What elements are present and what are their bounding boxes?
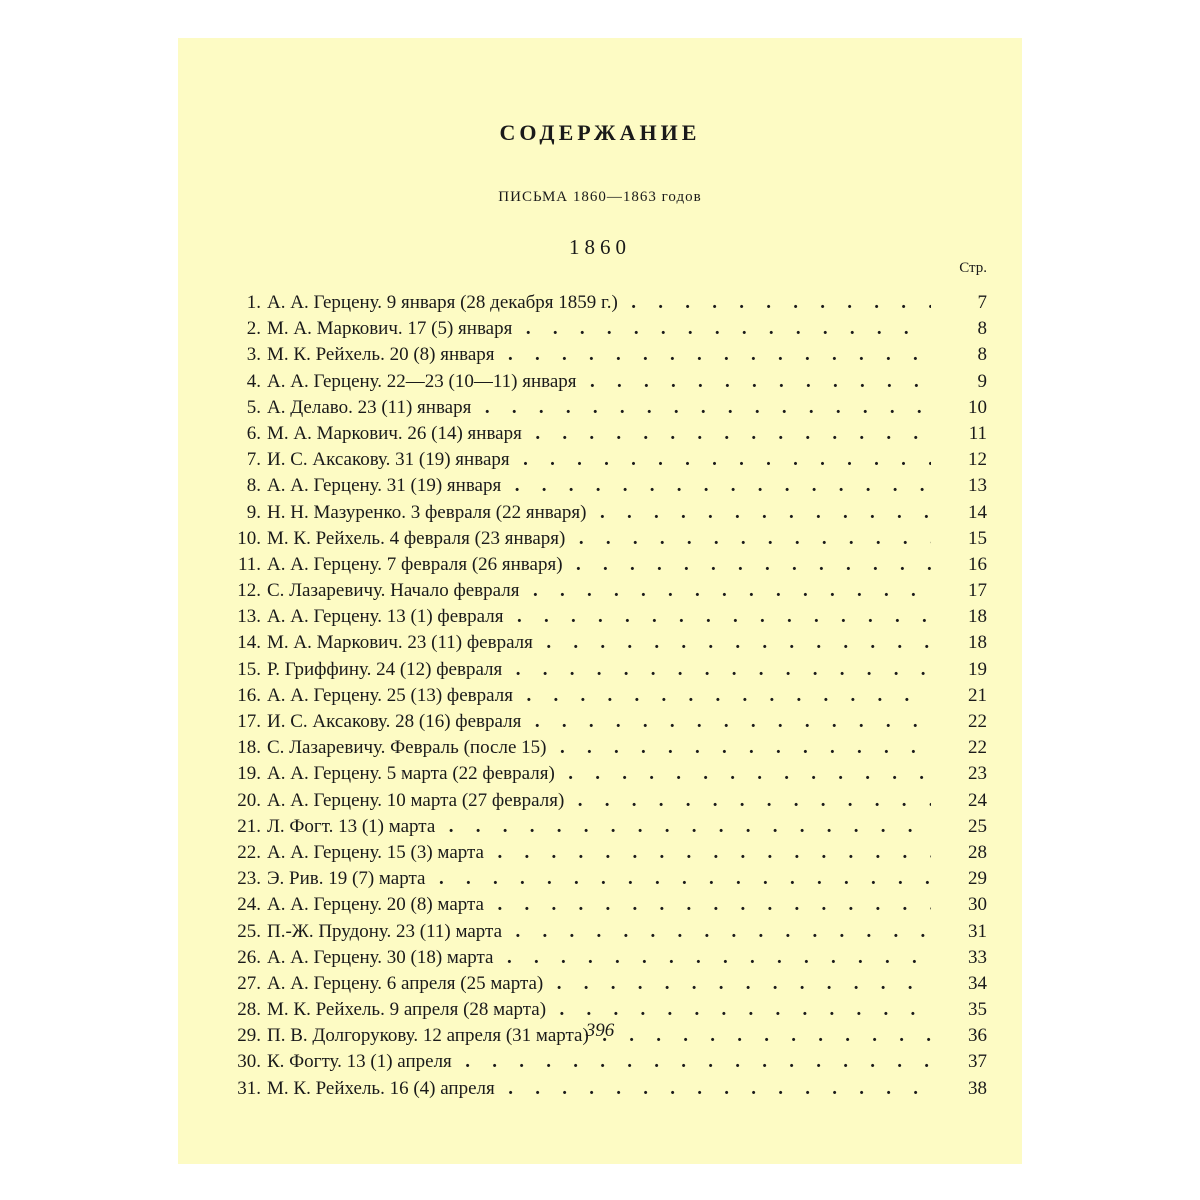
toc-entry (178, 735, 1022, 761)
entry-title: А. А. Герцену. 22—23 (10—11) января . . (267, 369, 931, 395)
entry-page-number: 13 (968, 475, 987, 497)
entry-number: 31. (237, 1077, 261, 1099)
toc-entry (178, 473, 1022, 499)
table-of-contents (178, 290, 1022, 1102)
entry-page-number: 22 (968, 711, 987, 732)
entry-title: А. А. Герцену. 15 (3) марта . . (267, 840, 931, 866)
entry-page-number: 19 (968, 658, 987, 680)
entry-number: 8. (246, 475, 261, 497)
entry-number: 22. (237, 841, 261, 863)
entry-title: М. А. Маркович. 26 (14) января . . (267, 421, 931, 447)
entry-title: П.-Ж. Прудону. 23 (11) марта . . (267, 919, 931, 945)
entry-page-number: 34 (968, 972, 987, 994)
entry-page-number: 11 (968, 422, 987, 444)
entry-leader (267, 578, 931, 604)
entry-leader (267, 316, 931, 342)
toc-entry (178, 657, 1022, 683)
entry-number: 18. (237, 737, 261, 759)
entry-number: 30. (237, 1051, 261, 1073)
entry-page-number: 38 (968, 1077, 987, 1099)
entry-number: 1. (246, 292, 261, 313)
toc-entry (178, 1076, 1022, 1102)
entry-page-number: 29 (968, 868, 987, 890)
entry-page-number: 37 (968, 1051, 987, 1073)
page-title: СОДЕРЖАНИЕ (499, 120, 701, 145)
entry-title: М. А. Маркович. 23 (11) февраля . . (267, 630, 931, 656)
entry-title: А. А. Герцену. 9 января (28 декабря 1859 г.) . . (267, 290, 931, 316)
entry-number: 17. (237, 711, 261, 732)
entry-title: А. Делаво. 23 (11) января . . (267, 395, 931, 421)
entry-page-number: 23 (968, 763, 987, 785)
entry-title: А. А. Герцену. 5 марта (22 февраля) . . (267, 761, 931, 787)
entry-page-number: 25 (968, 815, 987, 837)
entry-number: 14. (237, 632, 261, 654)
year-heading: 1860 (569, 235, 631, 259)
entry-page-number: 18 (968, 606, 987, 628)
entry-number: 2. (246, 318, 261, 340)
toc-entry (178, 604, 1022, 630)
entry-title: А. А. Герцену. 30 (18) марта . . (267, 945, 931, 971)
section-subtitle: ПИСЬМА 1860—1863 годов (498, 189, 702, 205)
entry-leader (267, 1076, 931, 1102)
entry-number: 5. (246, 396, 261, 418)
toc-entry (178, 421, 1022, 447)
entry-title: Р. Гриффину. 24 (12) февраля . . (267, 657, 931, 683)
toc-entry (178, 500, 1022, 526)
toc-entry (178, 971, 1022, 997)
entry-leader (267, 552, 931, 578)
toc-entry (178, 814, 1022, 840)
toc-entry (178, 840, 1022, 866)
toc-entry (178, 788, 1022, 814)
toc-entry (178, 709, 1022, 735)
toc-entry (178, 578, 1022, 604)
entry-page-number: 28 (968, 841, 987, 863)
entry-leader (267, 526, 931, 552)
entry-leader (267, 290, 931, 316)
entry-number: 27. (237, 972, 261, 994)
entry-number: 3. (246, 344, 261, 366)
entry-leader (267, 945, 931, 971)
entry-title: А. А. Герцену. 13 (1) февраля . . (267, 604, 931, 630)
entry-leader (267, 709, 931, 735)
entry-leader (267, 840, 931, 866)
page-column-label: Стр. (959, 260, 987, 276)
entry-title: С. Лазаревичу. Февраль (после 15) . . (267, 735, 931, 761)
entry-number: 7. (246, 449, 261, 471)
entry-page-number: 33 (968, 946, 987, 968)
book-page (178, 38, 1022, 1164)
entry-page-number: 24 (968, 789, 987, 811)
folio-page-number: 396 (585, 1020, 615, 1041)
entry-title: И. С. Аксакову. 28 (16) февраля . . (267, 709, 931, 735)
entry-number: 29. (237, 1025, 261, 1047)
entry-title: Л. Фогт. 13 (1) марта . . (267, 814, 931, 840)
entry-title: М. А. Маркович. 17 (5) января . . (267, 316, 931, 342)
entry-number: 6. (246, 422, 261, 444)
entry-page-number: 35 (968, 999, 987, 1021)
entry-leader (267, 814, 931, 840)
entry-number: 10. (237, 527, 261, 549)
entry-leader (267, 892, 931, 918)
toc-entry (178, 1049, 1022, 1075)
entry-title: С. Лазаревичу. Начало февраля . . (267, 578, 931, 604)
toc-entry (178, 526, 1022, 552)
entry-title: А. А. Герцену. 20 (8) марта . . (267, 892, 931, 918)
entry-number: 21. (237, 815, 261, 837)
entry-page-number: 22 (968, 737, 987, 759)
toc-entry (178, 866, 1022, 892)
toc-entry (178, 369, 1022, 395)
entry-leader (267, 447, 931, 473)
entry-title: К. Фогту. 13 (1) апреля . . (267, 1049, 931, 1075)
entry-leader (267, 500, 931, 526)
entry-title: П. В. Долгорукову. 12 апреля (31 марта) . . (267, 1023, 931, 1049)
entry-number: 20. (237, 789, 261, 811)
toc-entry (178, 919, 1022, 945)
entry-title: Н. Н. Мазуренко. 3 февраля (22 января) . . (267, 500, 931, 526)
entry-page-number: 7 (977, 292, 987, 313)
entry-page-number: 14 (968, 501, 987, 523)
entry-title: А. А. Герцену. 10 марта (27 февраля) . . (267, 788, 931, 814)
entry-page-number: 8 (977, 344, 987, 366)
entry-title: А. А. Герцену. 31 (19) января . . (267, 473, 931, 499)
entry-leader (267, 342, 931, 368)
entry-title: Э. Рив. 19 (7) марта . . (267, 866, 931, 892)
entry-leader (267, 657, 931, 683)
entry-number: 25. (237, 920, 261, 942)
entry-title: И. С. Аксакову. 31 (19) января . . (267, 447, 931, 473)
entry-leader (267, 683, 931, 709)
entry-page-number: 18 (968, 632, 987, 654)
toc-entry (178, 447, 1022, 473)
entry-number: 15. (237, 658, 261, 680)
entry-page-number: 12 (968, 449, 987, 471)
entry-leader (267, 971, 931, 997)
toc-entry (178, 290, 1022, 316)
entry-title: А. А. Герцену. 25 (13) февраля . . (267, 683, 931, 709)
entry-title: М. К. Рейхель. 16 (4) апреля . . (267, 1076, 931, 1102)
entry-number: 12. (237, 580, 261, 602)
entry-title: М. К. Рейхель. 4 февраля (23 января) . . (267, 526, 931, 552)
entry-leader (267, 604, 931, 630)
entry-page-number: 30 (968, 894, 987, 916)
entry-title: М. К. Рейхель. 9 апреля (28 марта) . . (267, 997, 931, 1023)
toc-entry (178, 892, 1022, 918)
entry-number: 13. (237, 606, 261, 628)
toc-entry (178, 552, 1022, 578)
entry-title: М. К. Рейхель. 20 (8) января . . (267, 342, 931, 368)
entry-page-number: 36 (968, 1025, 987, 1047)
entry-leader (267, 735, 931, 761)
entry-number: 9. (246, 501, 261, 523)
entry-leader (267, 395, 931, 421)
entry-leader (267, 421, 931, 447)
entry-number: 19. (237, 763, 261, 785)
entry-leader (267, 473, 931, 499)
toc-entry (178, 342, 1022, 368)
entry-leader (267, 788, 931, 814)
toc-entry (178, 395, 1022, 421)
entry-title: А. А. Герцену. 7 февраля (26 января) . . (267, 552, 931, 578)
entry-page-number: 15 (968, 527, 987, 549)
toc-entry (178, 630, 1022, 656)
entry-page-number: 17 (968, 580, 987, 602)
entry-leader (267, 919, 931, 945)
entry-number: 23. (237, 868, 261, 890)
entry-page-number: 9 (977, 370, 987, 392)
entry-page-number: 31 (968, 920, 987, 942)
entry-page-number: 10 (968, 396, 987, 418)
entry-number: 11. (237, 553, 261, 575)
entry-number: 26. (237, 946, 261, 968)
entry-title: А. А. Герцену. 6 апреля (25 марта) . . (267, 971, 931, 997)
entry-number: 24. (237, 894, 261, 916)
entry-number: 4. (246, 370, 261, 392)
entry-leader (267, 369, 931, 395)
toc-entry (178, 945, 1022, 971)
entry-page-number: 21 (968, 684, 987, 706)
entry-leader (267, 1049, 931, 1075)
toc-entry (178, 761, 1022, 787)
entry-number: 16. (237, 684, 261, 706)
toc-entry (178, 683, 1022, 709)
entry-number: 28. (237, 999, 261, 1021)
entry-page-number: 16 (968, 553, 987, 575)
entry-page-number: 8 (977, 318, 987, 340)
entry-leader (267, 761, 931, 787)
entry-leader (267, 630, 931, 656)
toc-entry (178, 316, 1022, 342)
entry-leader (267, 866, 931, 892)
